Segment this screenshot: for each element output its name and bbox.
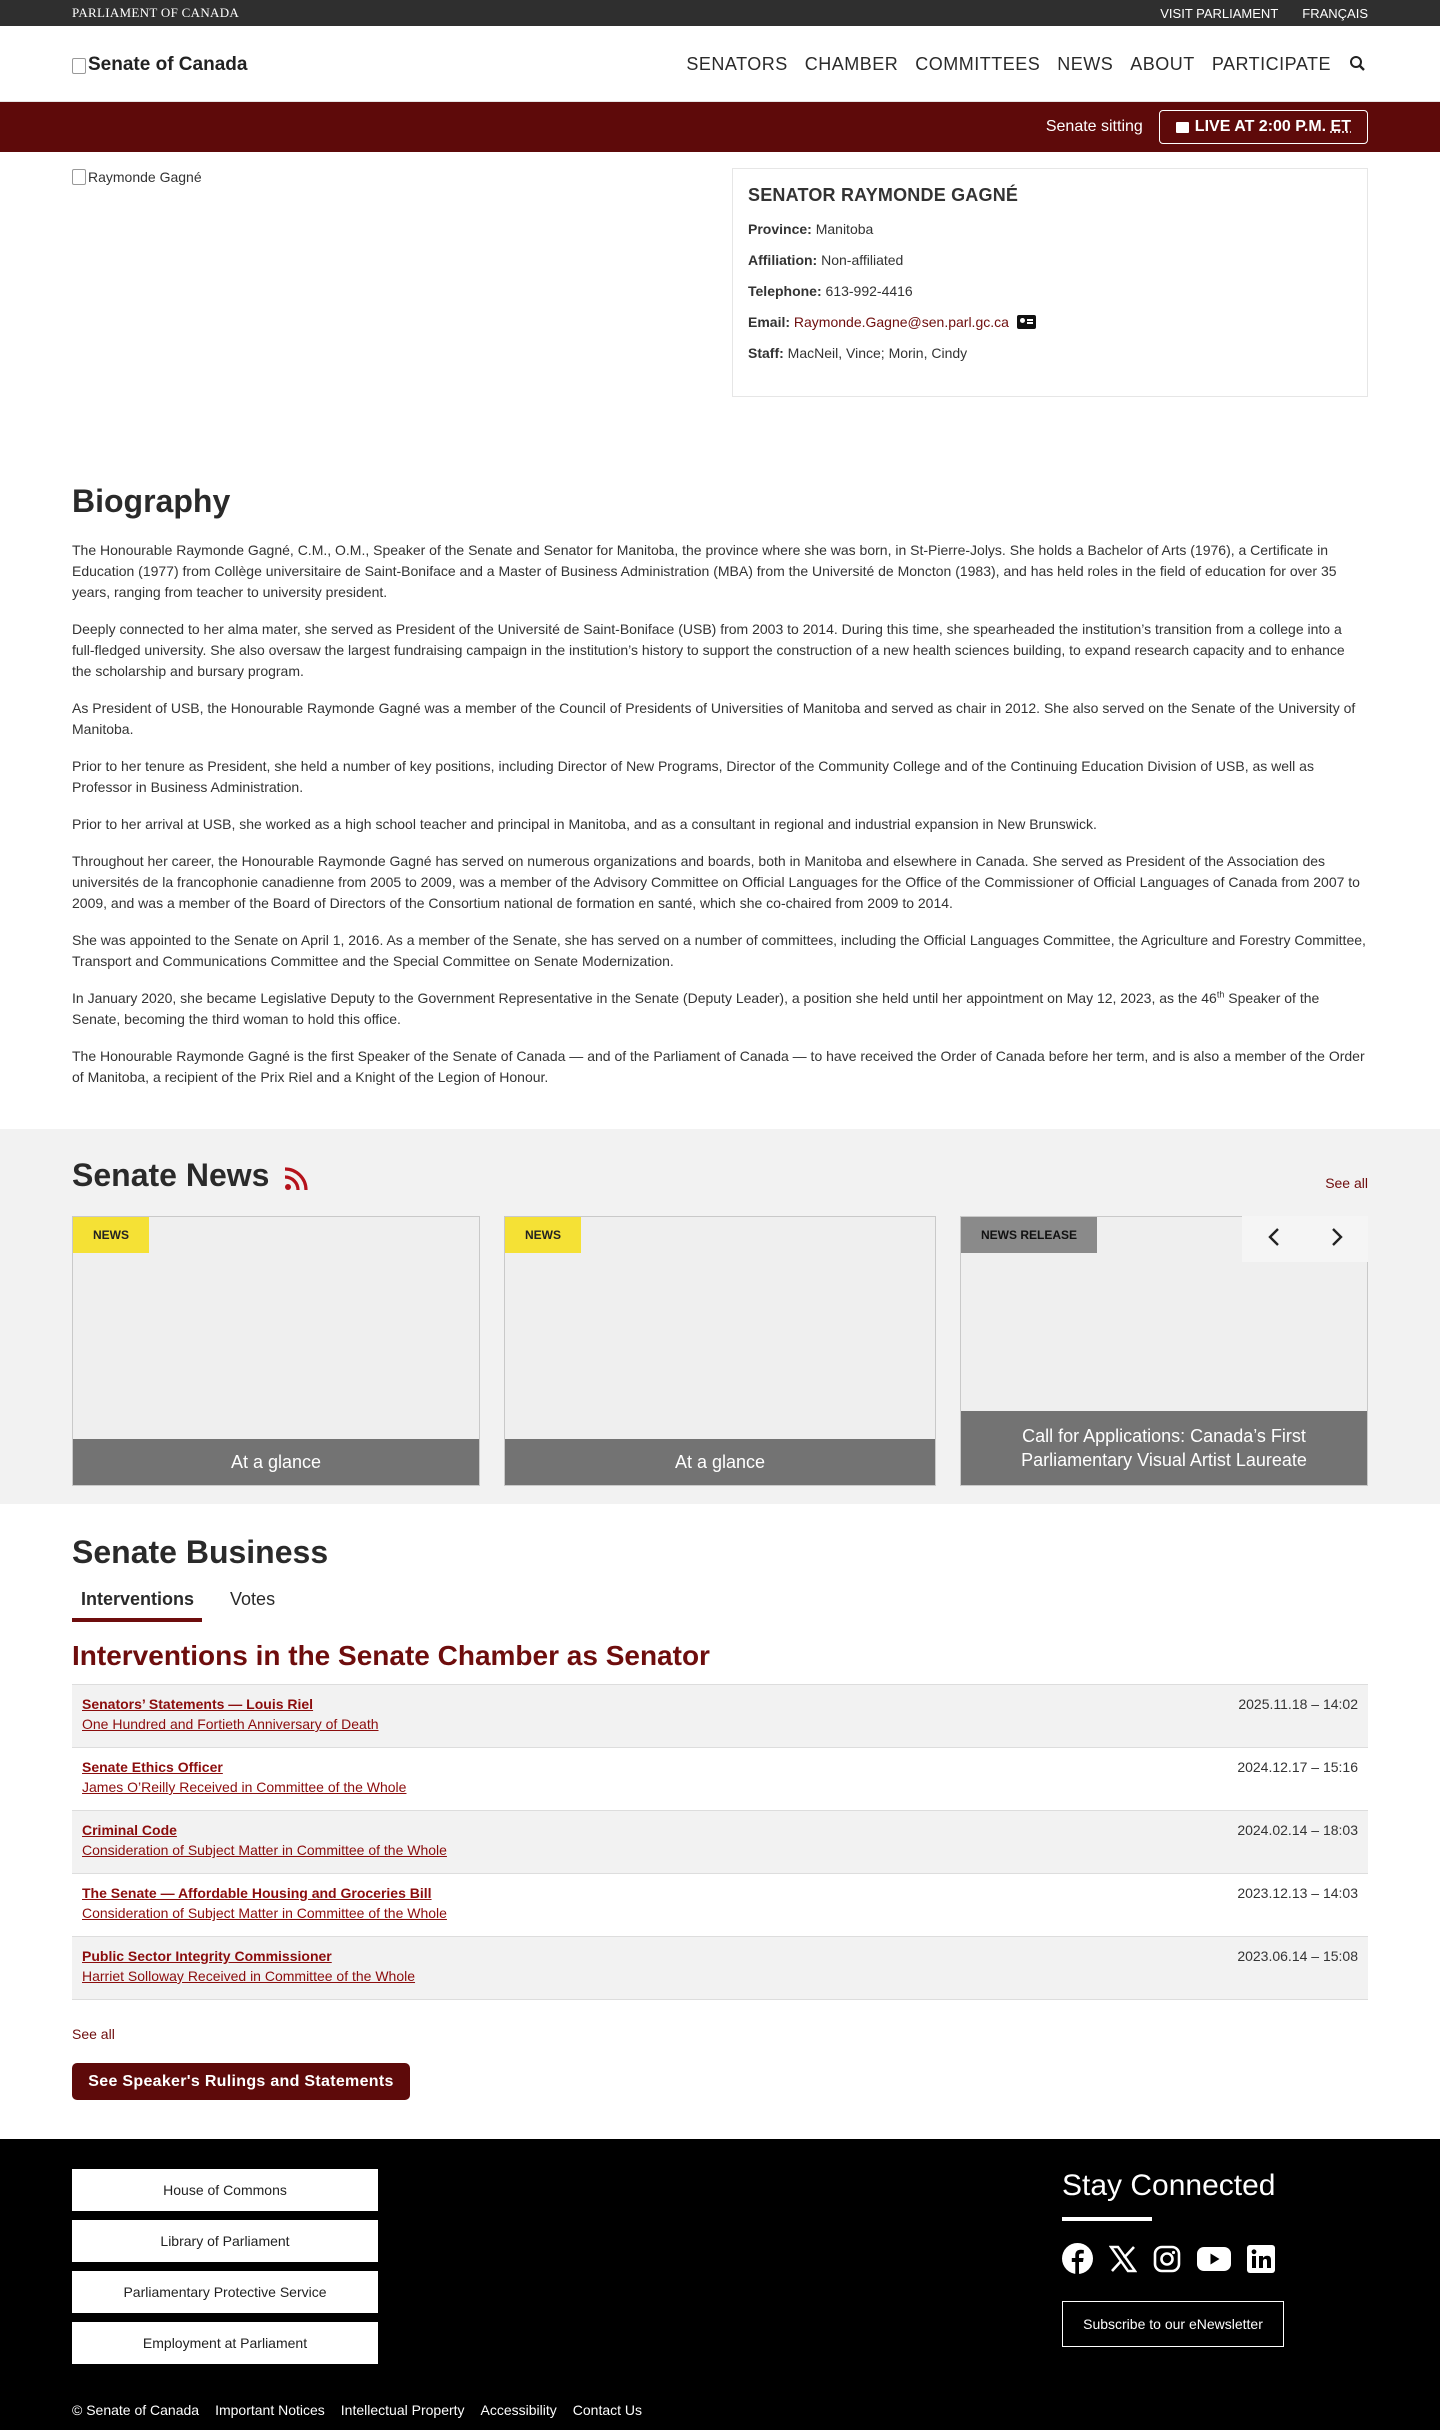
interventions-heading: Interventions in the Senate Chamber as Senator	[72, 1640, 710, 1671]
footer-link-library[interactable]: Library of Parliament	[72, 2220, 378, 2262]
social-links	[1062, 2243, 1284, 2279]
biography-title: Biography	[72, 483, 231, 519]
live-button[interactable]	[1159, 110, 1368, 144]
site-footer	[0, 2139, 1440, 2430]
business-tabs	[72, 1589, 1368, 1622]
footer-link-intellectual-property[interactable]: Intellectual Property	[340, 2402, 465, 2418]
bio-paragraph: The Honourable Raymonde Gagné is the first Speaker of the Senate of Canada — and of the Parliament of Canada — to have received the Order of Canada before her term, and is also a member of the Order of Manitoba, a recipient of the Prix Riel and a Knight of the Legion of Honour.	[72, 1048, 1365, 1085]
bio-paragraph: Throughout her career, the Honourable Raymonde Gagné has served on numerous organizations and boards, both in Manitoba and elsewhere in Canada. She served as President of the Association des universités de la francophonie canadienne from 2005 to 2009, was a member of the Advisory Committee on Official Languages for the Office of the Commissioner of Official Languages of Canada from 2007 to 2009, and was a member of the Board of Directors of the Consortium national de formation en santé, which she co-chaired from 2009 to 2014.	[72, 853, 1360, 911]
intervention-subtitle-link[interactable]: Consideration of Subject Matter in Committee of the Whole	[82, 1842, 447, 1858]
main-nav	[686, 54, 1368, 75]
news-card[interactable]	[504, 1216, 936, 1486]
bio-paragraph: Deeply connected to her alma mater, she served as President of the Université de Saint-Boniface (USB) from 2003 to 2014. During this time, she spearheaded the institution’s transition from a college into a full-fledged university. She also oversaw the largest fundraising campaign in the institution’s history to support the construction of a new health sciences building, to expand research capacity and to enhance the scholarship and bursary program.	[72, 621, 1345, 679]
senate-news-section	[0, 1129, 1440, 1504]
senator-profile	[72, 168, 1368, 397]
footer-link-protective-service[interactable]: Parliamentary Protective Service	[72, 2271, 378, 2313]
parliament-brand[interactable]: PARLIAMENT OF CANADA	[72, 5, 240, 20]
bio-paragraph: She was appointed to the Senate on April 1, 2016. As a member of the Senate, she has served on a number of committees, including the Official Languages Committee, the Agriculture and Forestry Committee, Transport and Communications Committee and the Special Committee on Senate Modernization.	[72, 932, 1366, 969]
news-badge: NEWS	[73, 1217, 149, 1253]
bio-paragraph: The Honourable Raymonde Gagné, C.M., O.M., Speaker of the Senate and Senator for Manitoba, the province where she was born, in St-Pierre-Jolys. She holds a Bachelor of Arts (1976), a Certificate in Education (1977) from Collège universitaire de Saint-Boniface and a Master of Business Administration (MBA) from the Université de Moncton (1983), and has held roles in the field of education for over 35 years, ranging from teacher to university president.	[72, 542, 1337, 600]
rss-icon[interactable]	[283, 1163, 309, 1189]
bio-paragraph: As President of USB, the Honourable Raymonde Gagné was a member of the Council of Presidents of Universities of Manitoba and served as chair in 2012. She also served on the Senate of the University of Manitoba.	[72, 700, 1356, 737]
province-row: Province: Manitoba	[748, 221, 874, 237]
footer-link-house-of-commons[interactable]: House of Commons	[72, 2169, 378, 2211]
senate-business-section	[72, 1534, 1368, 2100]
logo-alt-text: Senate of Canada	[88, 54, 248, 75]
table-row	[72, 1874, 1368, 1937]
intervention-date: 2025.11.18 – 14:02	[1238, 1696, 1358, 1712]
table-row	[72, 1748, 1368, 1811]
footer-links	[72, 2169, 378, 2364]
tab-interventions[interactable]: Interventions	[72, 1589, 202, 1622]
email-link[interactable]: Raymonde.Gagne@sen.parl.gc.ca	[793, 314, 1009, 330]
table-row	[72, 1937, 1368, 2000]
senate-business-title: Senate Business	[72, 1534, 329, 1570]
interventions-list	[72, 1684, 1368, 2000]
copyright-text: © Senate of Canada	[72, 2402, 200, 2418]
news-caption: Call for Applications: Canada’s First Parliamentary Visual Artist Laureate	[961, 1411, 1367, 1485]
nav-item-about[interactable]: ABOUT	[1130, 53, 1195, 74]
bio-paragraph: Prior to her tenure as President, she held a number of key positions, including Director of New Programs, Director of the Community College and of the Continuing Education Division of USB, as well as Professor in Business Administration.	[72, 758, 1314, 795]
bio-paragraph: In January 2020, she became Legislative Deputy to the Government Representative in the Senate (Deputy Leader), a position she held until her appointment on May 12, 2023, as the 46th Speaker of the Senate, becoming the third woman to hold this office.	[72, 989, 1320, 1027]
email-row: Email: Raymonde.Gagne@sen.parl.gc.ca	[748, 313, 1352, 331]
photo-alt-text: Raymonde Gagné	[88, 169, 202, 185]
senator-info-card	[732, 168, 1368, 397]
visit-parliament-link[interactable]: VISIT PARLIAMENT	[1160, 5, 1279, 21]
intervention-subtitle-link[interactable]: Consideration of Subject Matter in Committee of the Whole	[82, 1905, 447, 1921]
carousel-controls	[1242, 1216, 1368, 1262]
search-icon[interactable]	[1348, 54, 1368, 74]
language-toggle-link[interactable]: FRANÇAIS	[1302, 5, 1368, 21]
broken-image-icon	[72, 169, 86, 185]
footer-link-contact-us[interactable]: Contact Us	[572, 2402, 643, 2418]
speaker-rulings-button[interactable]: See Speaker's Rulings and Statements	[72, 2063, 410, 2100]
footer-link-accessibility[interactable]: Accessibility	[480, 2402, 557, 2418]
youtube-icon[interactable]	[1197, 2246, 1231, 2277]
senator-name: SENATOR RAYMONDE GAGNÉ	[748, 185, 1019, 205]
contact-card-icon[interactable]	[1017, 315, 1036, 329]
bio-paragraph: Prior to her arrival at USB, she worked as a high school teacher and principal in Manitoba, and as a consultant in regional and industrial expansion in New Brunswick.	[72, 816, 1097, 832]
intervention-title-link[interactable]: Senate Ethics Officer	[82, 1759, 223, 1775]
senate-logo[interactable]	[72, 54, 247, 76]
senator-photo	[72, 168, 202, 186]
intervention-title-link[interactable]: Criminal Code	[82, 1822, 177, 1838]
table-row	[72, 1811, 1368, 1874]
news-caption: At a glance	[505, 1439, 935, 1485]
nav-item-chamber[interactable]: CHAMBER	[804, 53, 899, 74]
chevron-right-icon[interactable]	[1330, 1227, 1344, 1252]
news-badge: NEWS	[505, 1217, 581, 1253]
divider	[1062, 2217, 1152, 2221]
staff-row: Staff: MacNeil, Vince; Morin, Cindy	[748, 345, 968, 361]
nav-item-news[interactable]: NEWS	[1057, 53, 1114, 74]
instagram-icon[interactable]	[1153, 2245, 1181, 2278]
x-icon[interactable]	[1109, 2245, 1137, 2278]
table-row	[72, 1685, 1368, 1748]
interventions-see-all-link[interactable]: See all	[72, 2026, 115, 2042]
news-carousel	[72, 1216, 1368, 1486]
intervention-title-link[interactable]: Senators’ Statements — Louis Riel	[82, 1696, 314, 1712]
telephone-row: Telephone: 613-992-4416	[748, 283, 913, 299]
intervention-title-link[interactable]: Public Sector Integrity Commissioner	[82, 1948, 332, 1964]
news-badge: NEWS RELEASE	[961, 1217, 1097, 1253]
news-card[interactable]	[72, 1216, 480, 1486]
footer-bottom-links	[72, 2402, 642, 2418]
intervention-date: 2024.02.14 – 18:03	[1237, 1822, 1358, 1838]
site-header	[0, 26, 1440, 102]
nav-item-committees[interactable]: COMMITTEES	[915, 53, 1041, 74]
parliament-topbar	[0, 0, 1440, 26]
footer-link-employment[interactable]: Employment at Parliament	[72, 2322, 378, 2364]
news-see-all-link[interactable]: See all	[1325, 1174, 1368, 1191]
newsletter-subscribe-button[interactable]: Subscribe to our eNewsletter	[1062, 2301, 1284, 2347]
footer-link-important-notices[interactable]: Important Notices	[215, 2402, 325, 2418]
affiliation-row: Affiliation: Non-affiliated	[748, 252, 904, 268]
intervention-subtitle-link[interactable]: One Hundred and Fortieth Anniversary of Death	[82, 1716, 379, 1732]
biography-section	[72, 483, 1368, 1088]
senate-sitting-bar	[0, 102, 1440, 152]
sitting-label: Senate sitting	[1045, 118, 1143, 135]
intervention-title-link[interactable]: The Senate — Affordable Housing and Groceries Bill	[82, 1885, 432, 1901]
nav-item-participate[interactable]: PARTICIPATE	[1211, 53, 1331, 74]
stay-connected-title: Stay Connected	[1062, 2169, 1276, 2202]
video-camera-icon	[1176, 122, 1189, 133]
stay-connected	[1062, 2169, 1284, 2347]
linkedin-icon[interactable]	[1247, 2245, 1275, 2278]
live-text: LIVE AT 2:00 P.M. ET	[1194, 118, 1351, 135]
intervention-date: 2023.06.14 – 15:08	[1237, 1948, 1358, 1964]
nav-item-senators[interactable]: SENATORS	[686, 53, 788, 74]
broken-image-icon	[72, 58, 86, 74]
intervention-subtitle-link[interactable]: James O’Reilly Received in Committee of the Whole	[82, 1779, 407, 1795]
facebook-icon[interactable]	[1062, 2243, 1093, 2279]
intervention-date: 2024.12.17 – 15:16	[1237, 1759, 1358, 1775]
news-caption: At a glance	[73, 1439, 479, 1485]
chevron-left-icon[interactable]	[1267, 1227, 1281, 1252]
intervention-date: 2023.12.13 – 14:03	[1237, 1885, 1358, 1901]
intervention-subtitle-link[interactable]: Harriet Solloway Received in Committee of the Whole	[82, 1968, 416, 1984]
tab-votes[interactable]: Votes	[230, 1589, 276, 1609]
senate-news-title: Senate News	[72, 1157, 309, 1194]
